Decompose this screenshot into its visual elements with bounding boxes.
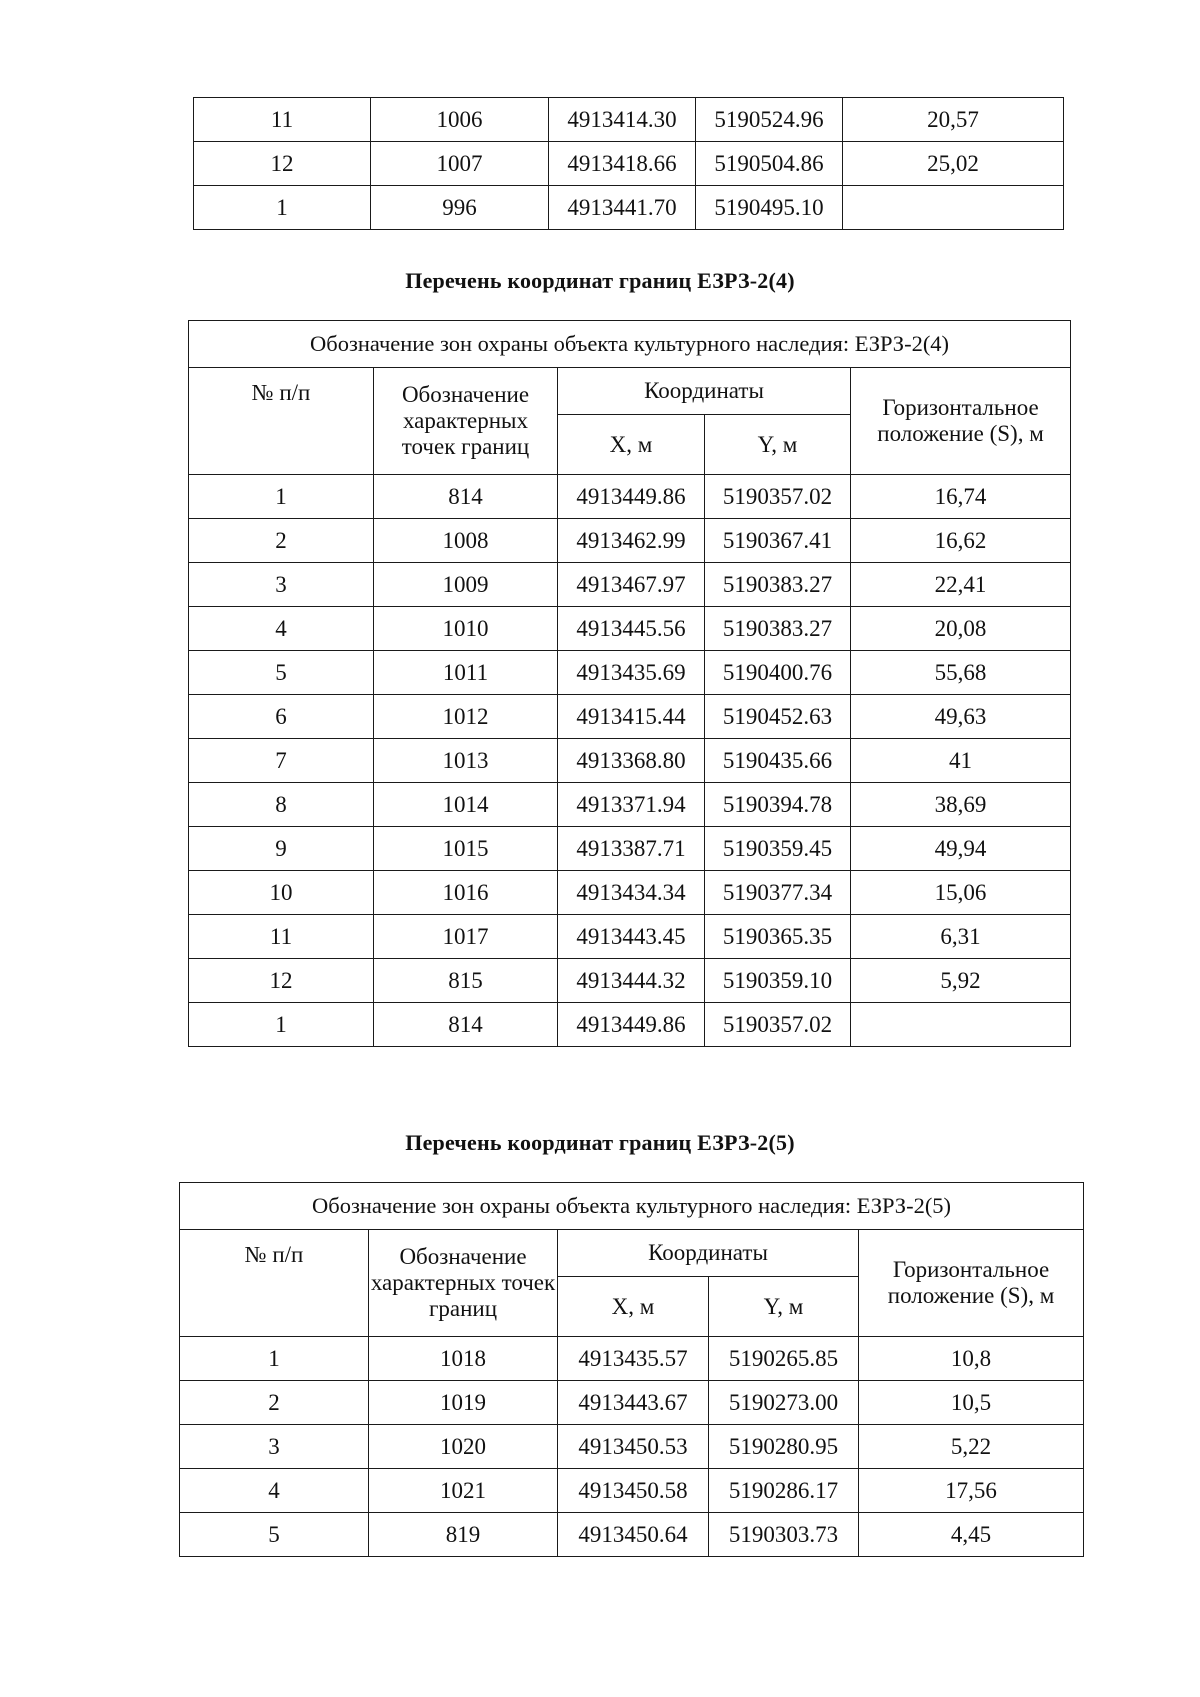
horizontal-distance-cell: 41 <box>851 739 1071 783</box>
table-row <box>180 1469 1084 1513</box>
table-row <box>189 959 1071 1003</box>
table-row <box>194 98 1064 142</box>
point-id-cell: 815 <box>374 959 558 1003</box>
table-row <box>180 1425 1084 1469</box>
y-coordinate-cell: 5190400.76 <box>705 651 851 695</box>
x-coordinate-cell: 4913414.30 <box>549 98 696 142</box>
point-id-cell: 819 <box>369 1513 558 1557</box>
row-number-cell: 4 <box>180 1469 369 1513</box>
table-row <box>189 739 1071 783</box>
section4-header-y: Y, м <box>705 415 851 475</box>
x-coordinate-cell: 4913387.71 <box>558 827 705 871</box>
row-number-cell: 1 <box>194 186 371 230</box>
y-coordinate-cell: 5190359.10 <box>705 959 851 1003</box>
y-coordinate-cell: 5190435.66 <box>705 739 851 783</box>
horizontal-distance-cell: 49,63 <box>851 695 1071 739</box>
row-number-cell: 4 <box>189 607 374 651</box>
horizontal-distance-cell: 55,68 <box>851 651 1071 695</box>
y-coordinate-cell: 5190394.78 <box>705 783 851 827</box>
x-coordinate-cell: 4913435.57 <box>558 1337 709 1381</box>
x-coordinate-cell: 4913371.94 <box>558 783 705 827</box>
y-coordinate-cell: 5190286.17 <box>709 1469 859 1513</box>
table-row <box>180 1337 1084 1381</box>
y-coordinate-cell: 5190265.85 <box>709 1337 859 1381</box>
x-coordinate-cell: 4913462.99 <box>558 519 705 563</box>
section4-header-horizontal: Горизонтальное положение (S), м <box>851 368 1071 475</box>
table-row <box>189 1003 1071 1047</box>
point-id-cell: 1007 <box>371 142 549 186</box>
point-id-cell: 1020 <box>369 1425 558 1469</box>
point-id-cell: 1012 <box>374 695 558 739</box>
section5-header-coords: Координаты <box>558 1230 859 1277</box>
y-coordinate-cell: 5190377.34 <box>705 871 851 915</box>
section5-header-y: Y, м <box>709 1277 859 1337</box>
point-id-cell: 1010 <box>374 607 558 651</box>
point-id-cell: 1009 <box>374 563 558 607</box>
section4-title: Перечень координат границ ЕЗРЗ-2(4) <box>405 268 795 293</box>
x-coordinate-cell: 4913445.56 <box>558 607 705 651</box>
row-number-cell: 10 <box>189 871 374 915</box>
point-id-cell: 1013 <box>374 739 558 783</box>
row-number-cell: 8 <box>189 783 374 827</box>
horizontal-distance-cell: 17,56 <box>859 1469 1084 1513</box>
section4-header-coords: Координаты <box>558 368 851 415</box>
section5-header-x: X, м <box>558 1277 709 1337</box>
point-id-cell: 1015 <box>374 827 558 871</box>
top-coordinates-table <box>193 97 1064 230</box>
row-number-cell: 12 <box>189 959 374 1003</box>
x-coordinate-cell: 4913449.86 <box>558 1003 705 1047</box>
horizontal-distance-cell: 5,22 <box>859 1425 1084 1469</box>
y-coordinate-cell: 5190383.27 <box>705 563 851 607</box>
row-number-cell: 3 <box>180 1425 369 1469</box>
x-coordinate-cell: 4913450.64 <box>558 1513 709 1557</box>
point-id-cell: 1011 <box>374 651 558 695</box>
horizontal-distance-cell: 10,8 <box>859 1337 1084 1381</box>
section4-table <box>188 320 1071 1047</box>
section5-table <box>179 1182 1084 1557</box>
horizontal-distance-cell: 5,92 <box>851 959 1071 1003</box>
row-number-cell: 3 <box>189 563 374 607</box>
horizontal-distance-cell: 15,06 <box>851 871 1071 915</box>
y-coordinate-cell: 5190357.02 <box>705 1003 851 1047</box>
table-row <box>189 695 1071 739</box>
y-coordinate-cell: 5190303.73 <box>709 1513 859 1557</box>
row-number-cell: 1 <box>180 1337 369 1381</box>
row-number-cell: 12 <box>194 142 371 186</box>
row-number-cell: 5 <box>189 651 374 695</box>
y-coordinate-cell: 5190452.63 <box>705 695 851 739</box>
row-number-cell: 1 <box>189 1003 374 1047</box>
y-coordinate-cell: 5190273.00 <box>709 1381 859 1425</box>
section5-table-body <box>180 1337 1084 1557</box>
point-id-cell: 1018 <box>369 1337 558 1381</box>
section5-title: Перечень координат границ ЕЗРЗ-2(5) <box>405 1130 795 1155</box>
point-id-cell: 1019 <box>369 1381 558 1425</box>
x-coordinate-cell: 4913443.67 <box>558 1381 709 1425</box>
row-number-cell: 11 <box>194 98 371 142</box>
horizontal-distance-cell: 22,41 <box>851 563 1071 607</box>
point-id-cell: 1006 <box>371 98 549 142</box>
row-number-cell: 5 <box>180 1513 369 1557</box>
y-coordinate-cell: 5190357.02 <box>705 475 851 519</box>
point-id-cell: 814 <box>374 475 558 519</box>
section4-caption: Обозначение зон охраны объекта культурного наследия: ЕЗРЗ-2(4) <box>189 321 1071 368</box>
x-coordinate-cell: 4913368.80 <box>558 739 705 783</box>
point-id-cell: 1008 <box>374 519 558 563</box>
section5-caption: Обозначение зон охраны объекта культурного наследия: ЕЗРЗ-2(5) <box>180 1183 1084 1230</box>
x-coordinate-cell: 4913444.32 <box>558 959 705 1003</box>
section4-header-x: X, м <box>558 415 705 475</box>
section5-header-points: Обозначение характерных точек границ <box>369 1230 558 1337</box>
table-row <box>189 563 1071 607</box>
table-row <box>189 475 1071 519</box>
row-number-cell: 7 <box>189 739 374 783</box>
row-number-cell: 1 <box>189 475 374 519</box>
x-coordinate-cell: 4913435.69 <box>558 651 705 695</box>
horizontal-distance-cell: 25,02 <box>843 142 1064 186</box>
horizontal-distance-cell: 6,31 <box>851 915 1071 959</box>
x-coordinate-cell: 4913450.53 <box>558 1425 709 1469</box>
x-coordinate-cell: 4913418.66 <box>549 142 696 186</box>
x-coordinate-cell: 4913449.86 <box>558 475 705 519</box>
horizontal-distance-cell: 20,57 <box>843 98 1064 142</box>
horizontal-distance-cell: 49,94 <box>851 827 1071 871</box>
y-coordinate-cell: 5190495.10 <box>696 186 843 230</box>
horizontal-distance-cell: 16,74 <box>851 475 1071 519</box>
table-row <box>189 651 1071 695</box>
horizontal-distance-cell: 10,5 <box>859 1381 1084 1425</box>
x-coordinate-cell: 4913434.34 <box>558 871 705 915</box>
table-row <box>189 607 1071 651</box>
y-coordinate-cell: 5190359.45 <box>705 827 851 871</box>
horizontal-distance-cell: 4,45 <box>859 1513 1084 1557</box>
x-coordinate-cell: 4913441.70 <box>549 186 696 230</box>
row-number-cell: 11 <box>189 915 374 959</box>
point-id-cell: 1016 <box>374 871 558 915</box>
table-row <box>189 783 1071 827</box>
row-number-cell: 9 <box>189 827 374 871</box>
section4-table-body <box>189 475 1071 1047</box>
table-row <box>180 1381 1084 1425</box>
section5-header-num: № п/п <box>180 1230 369 1337</box>
y-coordinate-cell: 5190524.96 <box>696 98 843 142</box>
table-row <box>194 142 1064 186</box>
row-number-cell: 2 <box>180 1381 369 1425</box>
point-id-cell: 1021 <box>369 1469 558 1513</box>
horizontal-distance-cell: 38,69 <box>851 783 1071 827</box>
row-number-cell: 6 <box>189 695 374 739</box>
horizontal-distance-cell <box>851 1003 1071 1047</box>
table-row <box>189 915 1071 959</box>
point-id-cell: 1017 <box>374 915 558 959</box>
table-row <box>194 186 1064 230</box>
section4-header-num: № п/п <box>189 368 374 475</box>
row-number-cell: 2 <box>189 519 374 563</box>
table-row <box>189 827 1071 871</box>
table-row <box>189 519 1071 563</box>
y-coordinate-cell: 5190367.41 <box>705 519 851 563</box>
table-row <box>189 871 1071 915</box>
horizontal-distance-cell: 20,08 <box>851 607 1071 651</box>
point-id-cell: 1014 <box>374 783 558 827</box>
horizontal-distance-cell <box>843 186 1064 230</box>
section4-header-points: Обозначение характерных точек границ <box>374 368 558 475</box>
y-coordinate-cell: 5190383.27 <box>705 607 851 651</box>
point-id-cell: 814 <box>374 1003 558 1047</box>
x-coordinate-cell: 4913415.44 <box>558 695 705 739</box>
top-table-body <box>194 98 1064 230</box>
y-coordinate-cell: 5190280.95 <box>709 1425 859 1469</box>
section5-header-horizontal: Горизонтальное положение (S), м <box>859 1230 1084 1337</box>
table-row <box>180 1513 1084 1557</box>
y-coordinate-cell: 5190365.35 <box>705 915 851 959</box>
horizontal-distance-cell: 16,62 <box>851 519 1071 563</box>
x-coordinate-cell: 4913443.45 <box>558 915 705 959</box>
x-coordinate-cell: 4913450.58 <box>558 1469 709 1513</box>
y-coordinate-cell: 5190504.86 <box>696 142 843 186</box>
x-coordinate-cell: 4913467.97 <box>558 563 705 607</box>
point-id-cell: 996 <box>371 186 549 230</box>
